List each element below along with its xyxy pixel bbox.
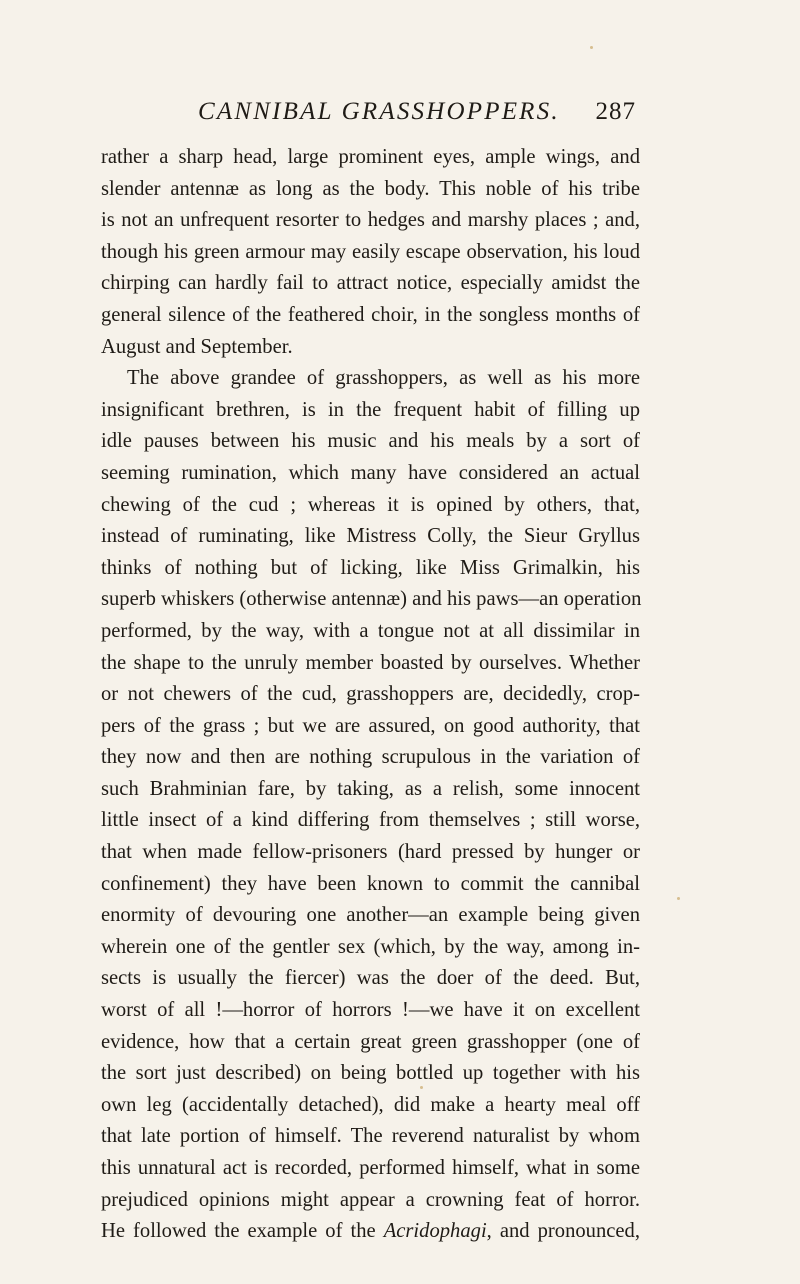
text-line: the sort just described) on being bottled up together with his [101,1062,640,1085]
text-line: insignificant brethren, is in the frequent habit of filling up [101,398,640,421]
text-line: instead of ruminating, like Mistress Colly, the Sieur Gryllus [101,525,640,548]
text-line: sects is usually the fiercer) was the doer of the deed. But, [101,967,640,990]
text-line: little insect of a kind differing from themselves ; still worse, [101,809,640,832]
text-line: performed, by the way, with a tongue not at all dissimilar in [101,619,640,642]
text-line: prejudiced opinions might appear a crowning feat of horror. [101,1188,640,1211]
text-line: wherein one of the gentler sex (which, by the way, among in- [101,935,640,958]
text-line: The above grandee of grasshoppers, as well as his more [127,367,640,390]
text-line: pers of the grass ; but we are assured, on good authority, that [101,714,640,737]
text-line: own leg (accidentally detached), did make a hearty meal off [101,1093,640,1116]
text-line: that late portion of himself. The reverend naturalist by whom [101,1125,640,1148]
text-line: confinement) they have been known to commit the cannibal [101,872,640,895]
text-line: chirping can hardly fail to attract notice, especially amidst the [101,272,640,295]
text-line: such Brahminian fare, by taking, as a relish, some innocent [101,777,640,800]
text-line: or not chewers of the cud, grasshoppers are, decidedly, crop- [101,683,640,706]
text-line: is not an unfrequent resorter to hedges and marshy places ; and, [101,209,640,232]
running-head [198,98,636,132]
text-line: worst of all !—horror of horrors !—we have it on excellent [101,999,640,1022]
paper-speck [677,897,680,900]
text-line: chewing of the cud ; whereas it is opined by others, that, [101,493,640,516]
text-line: rather a sharp head, large prominent eyes, ample wings, and [101,146,640,168]
text-line: August and September. [101,335,293,358]
body-text [101,142,640,1248]
text-line: idle pauses between his music and his meals by a sort of [101,430,640,453]
text-line-final [101,1216,640,1248]
text-line: slender antennæ as long as the body. This noble of his tribe [101,177,640,200]
text-line: that when made fellow-prisoners (hard pressed by hunger or [101,841,640,864]
paper-speck [590,46,593,49]
text-line: the shape to the unruly member boasted by ourselves. Whether [101,651,640,674]
text-line: enormity of devouring one another—an example being given [101,904,640,927]
text-fragment: , and pronounced, [486,1220,641,1243]
text-line: evidence, how that a certain great green grasshopper (one of [101,1030,640,1053]
page-number: 287 [595,98,636,125]
text-line: superb whiskers (otherwise antennæ) and his paws—an operation [101,588,642,611]
text-line: though his green armour may easily escape observation, his loud [101,240,640,263]
text-line: seeming rumination, which many have considered an actual [101,461,640,484]
running-title: CANNIBAL GRASSHOPPERS. [198,98,560,125]
text-line: general silence of the feathered choir, in the songless months of [101,303,640,326]
text-line: this unnatural act is recorded, performed himself, what in some [101,1157,640,1179]
italic-term: Acridophagi [383,1220,487,1243]
text-line: they now and then are nothing scrupulous in the variation of [101,746,640,769]
text-fragment: He followed the example of the [101,1220,384,1243]
paragraph-2 [101,363,640,1248]
text-line: thinks of nothing but of licking, like Miss Grimalkin, his [101,556,640,579]
paragraph-1 [101,142,640,363]
